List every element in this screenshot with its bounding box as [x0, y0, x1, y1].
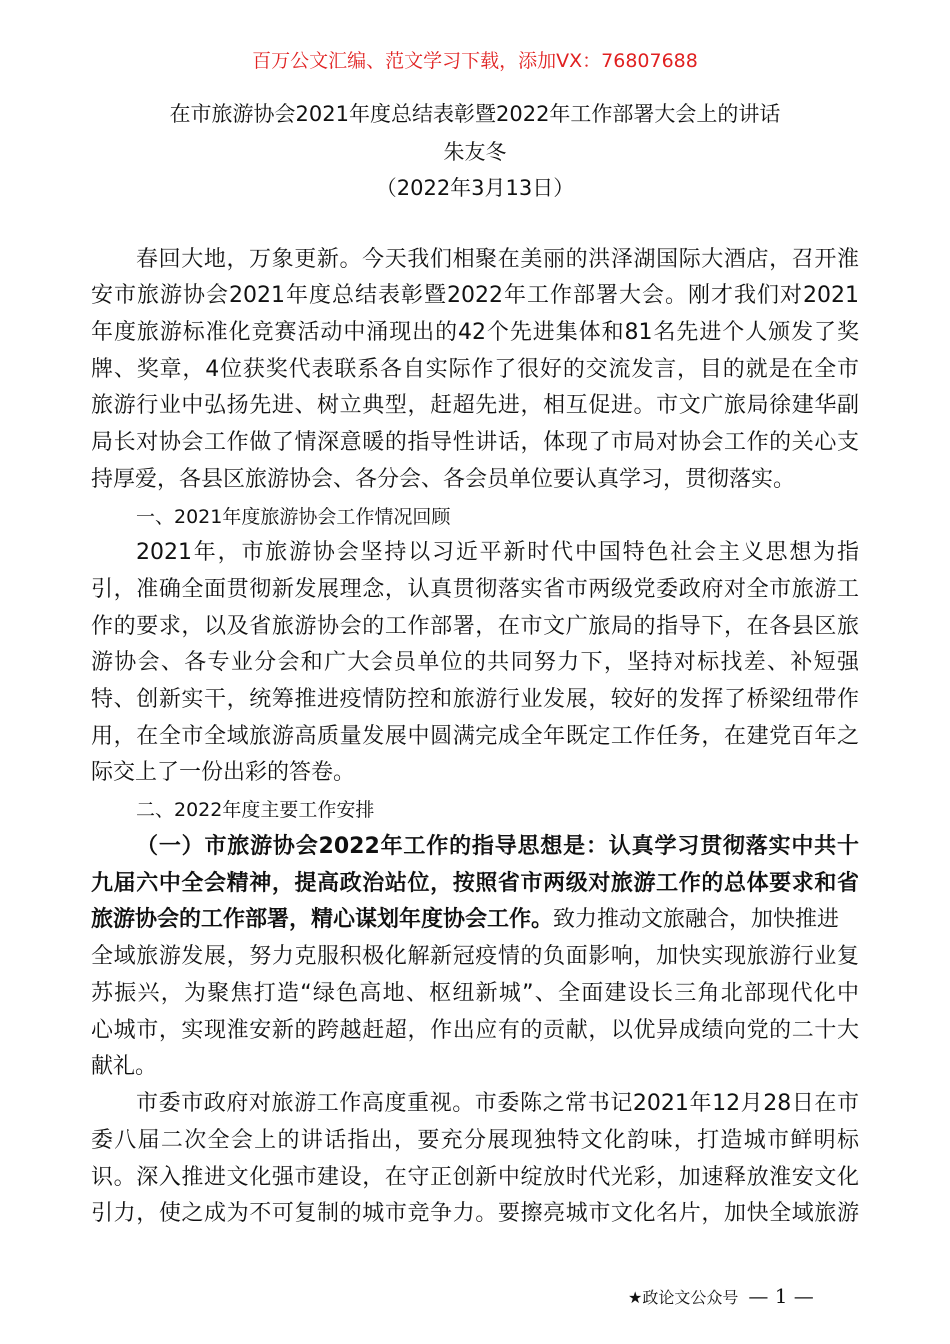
body-line: 际交上了一份出彩的答卷。 [91, 760, 356, 785]
body-segment: 致力推动文旅融合，加快推进 [553, 907, 840, 932]
page-footer [628, 1284, 814, 1308]
body-line: 2021年，市旅游协会坚持以习近平新时代中国特色社会主义思想为指 [136, 540, 859, 565]
body-line: 特、创新实干，统筹推进疫情防控和旅游行业发展，较好的发挥了桥梁纽带作 [91, 687, 859, 712]
header-note: 百万公文汇编、范文学习下载，添加VX：76807688 [252, 50, 698, 72]
page-number: — 1 — [748, 1284, 814, 1308]
bold-segment: 旅游协会的工作部署，精心谋划年度协会工作。 [91, 907, 554, 932]
body-line: 献礼。 [91, 1054, 158, 1079]
body-line: 心城市，实现淮安新的跨越赶超，作出应有的贡献，以优异成绩向党的二十大 [91, 1018, 859, 1043]
body-line: 旅游行业中弘扬先进、树立典型，赶超先进，相互促进。市文广旅局徐建华副 [91, 393, 859, 418]
body-line: 识。深入推进文化强市建设，在守正创新中绽放时代光彩，加速释放淮安文化 [91, 1165, 859, 1190]
body-line: 持厚爱，各县区旅游协会、各分会、各会员单位要认真学习，贯彻落实。 [91, 467, 796, 492]
author: 朱友冬 [443, 140, 507, 164]
date: （2022年3月13日） [375, 176, 575, 200]
body-line: 用，在全市全域旅游高质量发展中圆满完成全年既定工作任务，在建党百年之 [91, 724, 859, 749]
body-line: 苏振兴，为聚焦打造“绿色高地、枢纽新城”、全面建设长三角北部现代化中 [91, 981, 859, 1006]
body-line: 春回大地，万象更新。今天我们相聚在美丽的洪泽湖国际大酒店，召开淮 [136, 247, 859, 272]
body-line: 引，准确全面贯彻新发展理念，认真贯彻落实省市两级党委政府对全市旅游工 [91, 577, 859, 602]
body-line: 市委市政府对旅游工作高度重视。市委陈之常书记2021年12月28日在市 [136, 1091, 859, 1116]
footer-source: ★政论文公众号 [628, 1288, 739, 1307]
body-line: 全域旅游发展，努力克服积极化解新冠疫情的负面影响，加快实现旅游行业复 [91, 944, 859, 969]
bold-line: 九届六中全会精神，提高政治站位，按照省市两级对旅游工作的总体要求和省 [91, 871, 859, 896]
document-title: 在市旅游协会2021年度总结表彰暨2022年工作部署大会上的讲话 [169, 102, 781, 126]
body-line: 局长对协会工作做了情深意暖的指导性讲话，体现了市局对协会工作的关心支 [91, 430, 859, 455]
section-heading-2: 二、2022年度主要工作安排 [136, 799, 375, 821]
body-line: 委八届二次全会上的讲话指出，要充分展现独特文化韵味，打造城市鲜明标 [91, 1128, 859, 1153]
body-line: 年度旅游标准化竞赛活动中涌现出的42个先进集体和81名先进个人颁发了奖 [91, 320, 859, 345]
bold-line: （一）市旅游协会2022年工作的指导思想是：认真学习贯彻落实中共十 [136, 834, 859, 859]
body-line: 安市旅游协会2021年度总结表彰暨2022年工作部署大会。刚才我们对2021 [91, 283, 859, 308]
body-line: 作的要求，以及省旅游协会的工作部署，在市文广旅局的指导下，在各县区旅 [91, 614, 859, 639]
section-heading-1: 一、2021年度旅游协会工作情况回顾 [136, 506, 451, 528]
body-line: 游协会、各专业分会和广大会员单位的共同努力下，坚持对标找差、补短强 [91, 650, 859, 675]
body-line: 牌、奖章，4位获奖代表联系各自实际作了很好的交流发言，目的就是在全市 [91, 357, 859, 382]
body-line: 引力，使之成为不可复制的城市竞争力。要擦亮城市文化名片，加快全域旅游 [91, 1201, 859, 1226]
body-line-mixed [91, 905, 859, 935]
